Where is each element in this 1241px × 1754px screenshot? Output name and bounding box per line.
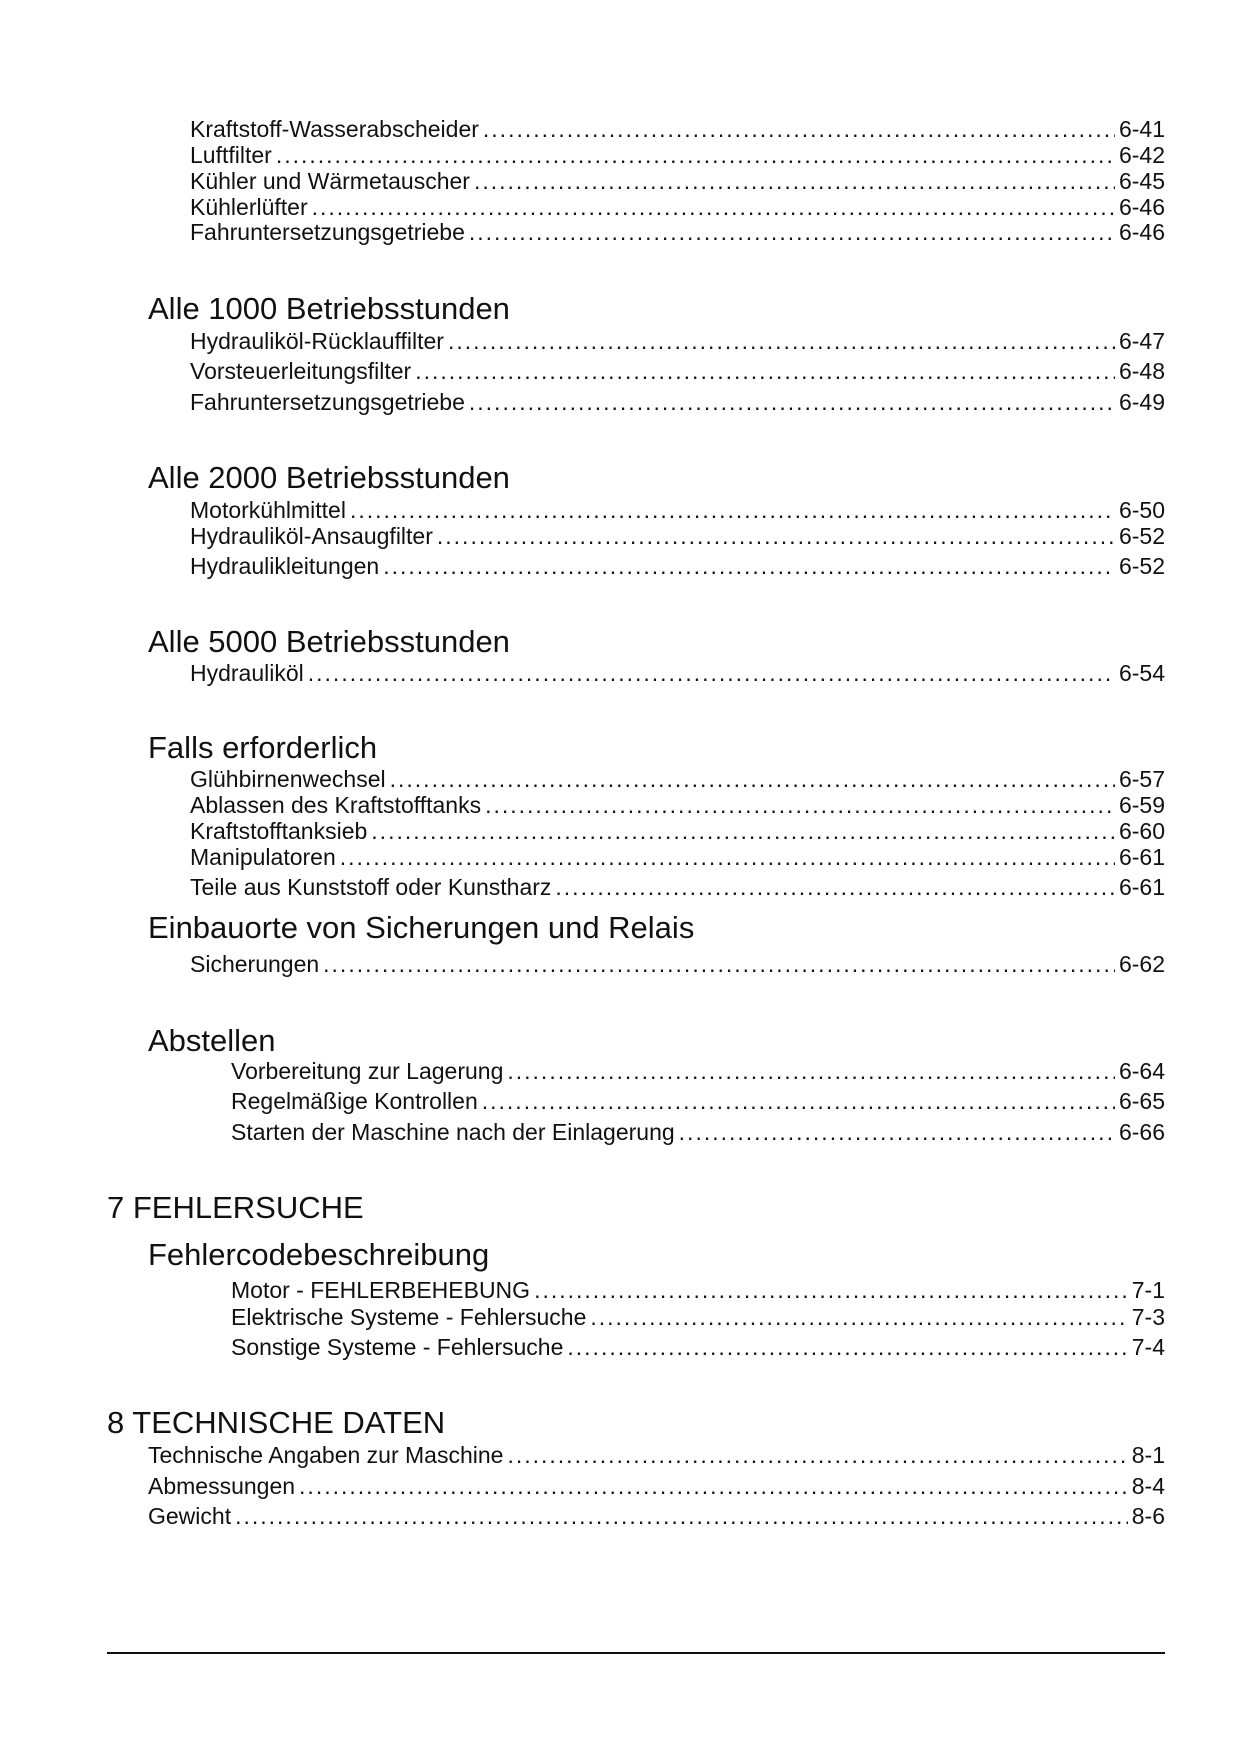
dot-leader: [567, 1334, 1127, 1360]
footer-rule: [107, 1652, 1165, 1654]
dot-leader: [340, 844, 1115, 870]
dot-leader: [448, 328, 1115, 354]
chapter-heading-7: 7 FEHLERSUCHE: [107, 1190, 364, 1225]
toc-entry[interactable]: [148, 1442, 1165, 1468]
toc-entry[interactable]: [190, 168, 1165, 194]
toc-entry-page: 6-46: [1118, 219, 1165, 245]
toc-entry[interactable]: [231, 1277, 1165, 1303]
toc-entry[interactable]: [190, 766, 1165, 792]
toc-entry-title: Abmessungen: [148, 1473, 296, 1499]
dot-leader: [235, 1503, 1128, 1529]
toc-entry-page: 6-45: [1118, 168, 1165, 194]
toc-entry-title: Fahruntersetzungsgetriebe: [190, 219, 465, 245]
toc-entry-page: 6-46: [1118, 194, 1165, 220]
section-heading-fehlercodebeschreibung: Fehlercodebeschreibung: [148, 1237, 490, 1272]
dot-leader: [469, 219, 1115, 245]
dot-leader: [483, 116, 1115, 142]
toc-entry-page: 6-47: [1118, 328, 1165, 354]
toc-entry[interactable]: [148, 1473, 1165, 1499]
toc-entry[interactable]: [190, 844, 1165, 870]
toc-entry[interactable]: [190, 194, 1165, 220]
dot-leader: [299, 1473, 1128, 1499]
section-heading-5000: Alle 5000 Betriebsstunden: [148, 624, 510, 659]
toc-entry-title: Motor - FEHLERBEHEBUNG: [231, 1277, 531, 1303]
dot-leader: [534, 1277, 1128, 1303]
toc-entry-title: Vorsteuerleitungsfilter: [190, 358, 412, 384]
chapter-heading-8: 8 TECHNISCHE DATEN: [107, 1405, 446, 1440]
toc-entry-title: Hydrauliköl-Ansaugfilter: [190, 523, 433, 549]
dot-leader: [323, 951, 1115, 977]
toc-entry[interactable]: [231, 1119, 1165, 1145]
toc-entry-page: 7-4: [1131, 1334, 1165, 1360]
toc-entry-page: 6-50: [1118, 497, 1165, 523]
toc-entry-page: 6-62: [1118, 951, 1165, 977]
toc-entry[interactable]: [190, 142, 1165, 168]
toc-entry[interactable]: [190, 523, 1165, 549]
toc-entry[interactable]: [190, 874, 1165, 900]
dot-leader: [312, 194, 1115, 220]
toc-entry-title: Kühler und Wärmetauscher: [190, 168, 470, 194]
dot-leader: [437, 523, 1115, 549]
toc-entry-page: 8-6: [1131, 1503, 1165, 1529]
toc-entry-title: Manipulatoren: [190, 844, 336, 870]
toc-entry-page: 6-61: [1118, 874, 1165, 900]
toc-entry-title: Motorkühlmittel: [190, 497, 346, 523]
toc-entry[interactable]: [190, 818, 1165, 844]
toc-entry-title: Glühbirnenwechsel: [190, 766, 386, 792]
toc-entry[interactable]: [190, 951, 1165, 977]
dot-leader: [390, 766, 1115, 792]
toc-entry-page: 6-57: [1118, 766, 1165, 792]
section-heading-2000: Alle 2000 Betriebsstunden: [148, 460, 510, 495]
toc-entry-title: Fahruntersetzungsgetriebe: [190, 389, 465, 415]
toc-entry[interactable]: [190, 792, 1165, 818]
toc-entry-page: 6-65: [1118, 1088, 1165, 1114]
toc-entry-title: Hydrauliköl-Rücklauffilter: [190, 328, 444, 354]
toc-entry-title: Gewicht: [148, 1503, 232, 1529]
toc-entry-page: 6-52: [1118, 523, 1165, 549]
toc-entry[interactable]: [190, 660, 1165, 686]
dot-leader: [507, 1058, 1115, 1084]
toc-entry-page: 6-49: [1118, 389, 1165, 415]
toc-entry-page: 8-4: [1131, 1473, 1165, 1499]
toc-entry[interactable]: [231, 1088, 1165, 1114]
dot-leader: [469, 389, 1115, 415]
section-heading-falls-erforderlich: Falls erforderlich: [148, 730, 378, 765]
dot-leader: [350, 497, 1115, 523]
dot-leader: [308, 660, 1115, 686]
toc-entry[interactable]: [190, 389, 1165, 415]
section-heading-1000: Alle 1000 Betriebsstunden: [148, 291, 510, 326]
toc-entry[interactable]: [190, 553, 1165, 579]
toc-entry-page: 6-42: [1118, 142, 1165, 168]
toc-entry-title: Starten der Maschine nach der Einlagerung: [231, 1119, 675, 1145]
toc-entry-title: Teile aus Kunststoff oder Kunstharz: [190, 874, 552, 900]
toc-entry-page: 6-60: [1118, 818, 1165, 844]
dot-leader: [371, 818, 1115, 844]
toc-entry[interactable]: [190, 497, 1165, 523]
section-heading-abstellen: Abstellen: [148, 1023, 276, 1058]
toc-entry[interactable]: [231, 1058, 1165, 1084]
dot-leader: [276, 142, 1115, 168]
toc-entry-title: Sonstige Systeme - Fehlersuche: [231, 1334, 564, 1360]
toc-entry-title: Kraftstofftanksieb: [190, 818, 368, 844]
toc-entry-page: 7-1: [1131, 1277, 1165, 1303]
toc-entry-page: 6-59: [1118, 792, 1165, 818]
toc-entry-page: 6-61: [1118, 844, 1165, 870]
toc-entry-title: Hydraulikleitungen: [190, 553, 380, 579]
toc-entry-page: 6-66: [1118, 1119, 1165, 1145]
toc-entry-title: Sicherungen: [190, 951, 320, 977]
toc-entry-page: 6-64: [1118, 1058, 1165, 1084]
section-heading-einbauorte: Einbauorte von Sicherungen und Relais: [148, 910, 695, 945]
toc-entry-title: Hydrauliköl: [190, 660, 304, 686]
dot-leader: [474, 168, 1115, 194]
toc-entry[interactable]: [190, 358, 1165, 384]
toc-entry[interactable]: [190, 328, 1165, 354]
toc-entry[interactable]: [190, 219, 1165, 245]
toc-entry-page: 6-52: [1118, 553, 1165, 579]
toc-entry-title: Regelmäßige Kontrollen: [231, 1088, 478, 1114]
toc-entry-title: Elektrische Systeme - Fehlersuche: [231, 1304, 587, 1330]
toc-entry-title: Vorbereitung zur Lagerung: [231, 1058, 504, 1084]
toc-entry-title: Luftfilter: [190, 142, 272, 168]
toc-entry[interactable]: [148, 1503, 1165, 1529]
dot-leader: [415, 358, 1115, 384]
toc-entry[interactable]: [190, 116, 1165, 142]
toc-entry[interactable]: [231, 1334, 1165, 1360]
toc-entry[interactable]: [231, 1304, 1165, 1330]
toc-entry-title: Ablassen des Kraftstofftanks: [190, 792, 482, 818]
dot-leader: [485, 792, 1115, 818]
dot-leader: [507, 1442, 1127, 1468]
dot-leader: [590, 1304, 1127, 1330]
dot-leader: [555, 874, 1115, 900]
toc-entry-page: 6-41: [1118, 116, 1165, 142]
dot-leader: [679, 1119, 1115, 1145]
toc-entry-page: 7-3: [1131, 1304, 1165, 1330]
toc-entry-title: Kühlerlüfter: [190, 194, 308, 220]
toc-entry-title: Kraftstoff-Wasserabscheider: [190, 116, 479, 142]
toc-entry-title: Technische Angaben zur Maschine: [148, 1442, 504, 1468]
dot-leader: [482, 1088, 1115, 1114]
toc-entry-page: 8-1: [1131, 1442, 1165, 1468]
toc-entry-page: 6-54: [1118, 660, 1165, 686]
toc-entry-page: 6-48: [1118, 358, 1165, 384]
dot-leader: [383, 553, 1115, 579]
